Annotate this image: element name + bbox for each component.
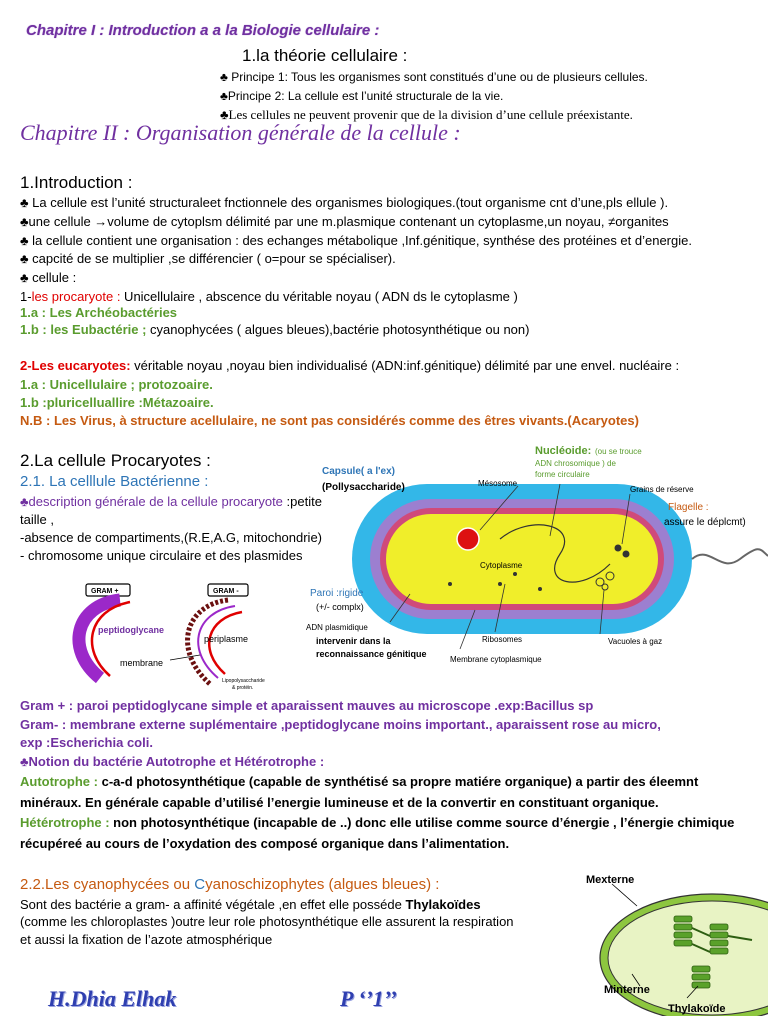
archeobacteries: 1.a : Les Archéobactéries [20, 305, 178, 320]
eucaryote-line: 2-Les eucaryotes: véritable noyau ,noyau bien individualisé (ADN:inf.génitique) délimité par une envel. nucléaire : [20, 358, 680, 373]
nucleoide-label: Nucléoide: [535, 445, 592, 457]
principle-3: ♣Les cellules ne peuvent provenir que de la division d’une cellule préexistante. [220, 107, 633, 122]
intro-line-1: ♣ La cellule est l’unité structuraleet fnctionnele des organismes biologiques.(tout organisme cnt d’une,pls ellule ). [20, 195, 669, 210]
author-signature: H.Dhia Elhak [48, 986, 177, 1011]
svg-text:reconnaissance génitique: reconnaissance génitique [316, 649, 427, 659]
minterne-label: Minterne [604, 984, 650, 996]
lps-label: Lipopolysaccharide [222, 678, 265, 684]
peptidoglycane-label: peptidoglycane [98, 625, 165, 635]
chapter1-title: Chapitre I : Introduction a a la Biologie cellulaire : [26, 22, 380, 39]
principle-2: ♣Principe 2: La cellule est l’unité structurale de la vie. [220, 89, 504, 103]
eubacteries: 1.b : les Eubactérie ; cyanophycées ( algues bleues),bactérie photosynthétique ou non) [20, 322, 530, 337]
procaryote-description: ♣description générale de la cellule procaryote :petite [20, 494, 322, 509]
intro-line-4: ♣ capcité de se multiplier ,se différencier ( o=pour se spécialiser). [20, 251, 396, 266]
ribosome [513, 572, 517, 576]
mesosome-shape [457, 528, 479, 550]
cyanophycees-heading: 2.2.Les cyanophycées ou Cyanoschizophytes (algues bleues) : [20, 876, 440, 893]
club-bullet: ♣ [220, 70, 228, 84]
autotrophe-line-2: minéraux. En générale capable d’utilisé l’energie lumineuse et de la convertir en constituant organique. [20, 795, 659, 810]
membrane-label: membrane [120, 658, 164, 668]
description-line-3: -absence de compartiments,(R.E,A.G, mitochondrie) [20, 530, 323, 545]
flagelle-label: Flagelle : [668, 502, 709, 513]
flagellum [692, 549, 768, 563]
leader-line [170, 655, 200, 660]
svg-text:& protéin.: & protéin. [232, 685, 254, 691]
procaryote-line: 1-les procaryote : Unicellulaire , abscence du véritable noyau ( ADN ds le cytoplasme ) [20, 289, 518, 304]
description-line-4: - chromosome unique circulaire et des plasmides [20, 548, 303, 563]
heterotrophe-line: Hétérotrophe : non photosynthétique (incapable de ..) donc elle utilise comme source d’énergie , l’énergie chimique [20, 815, 735, 830]
heterotrophe-line-2: récupéreé au cours de l’oxydation des composé organique dans l’alimentation. [20, 836, 510, 851]
page-number: P ‘’1’’ [340, 986, 397, 1011]
mexterne-label: Mexterne [586, 874, 635, 886]
svg-text:assure le déplcmt): assure le déplcmt) [664, 517, 746, 528]
mesosome-label: Mésosome [478, 479, 518, 488]
eucaryote-pluricellulaire: 1.b :pluricelluallire :Métazoaire. [20, 395, 214, 410]
gram-positive-text: Gram + : paroi peptidoglycane simple et aparaissent mauves au microscope .exp:Bacillus sp [20, 698, 594, 713]
intro-line-2: ♣une cellule →volume de cytoplsm délimité par une m.plasmique contenant un cytoplasme,un noyau, ≠organites [20, 214, 669, 229]
autotrophe-line: Autotrophe : c-a-d photosynthétique (capable de synthétisé sa propre matiére organique) a partir des éleemnt [20, 774, 699, 789]
cyano-line-2: (comme les chloroplastes )outre leur role photosynthétique elle assurent la respiration [20, 914, 514, 929]
svg-text:(+/- complx): (+/- complx) [316, 602, 364, 612]
bacterial-cell-subheading: 2.1. La celllule Bactérienne : [20, 473, 209, 490]
ribosome [538, 587, 542, 591]
chloroplast-diagram [582, 866, 768, 1016]
reserve-grain [623, 551, 630, 558]
svg-text:(ou se trouce: (ou se trouce [595, 447, 642, 456]
club-bullet: ♣ [220, 107, 229, 122]
svg-text:forme circulaire: forme circulaire [535, 470, 590, 479]
intro-line-5: ♣ cellule : [20, 270, 77, 285]
introduction-heading: 1.Introduction : [20, 173, 133, 192]
eucaryote-unicellulaire: 1.a : Unicellulaire ; protozoaire. [20, 377, 213, 392]
grains-label: Grains de réserve [630, 485, 694, 494]
intro-line-3: ♣ la cellule contient une organisation : des echanges métabolique ,Inf.génitique, synthése des protéines et d’energie. [20, 233, 692, 248]
chapter2-title: Chapitre II : Organisation générale de la cellule : [20, 120, 461, 145]
gram-negative-text: Gram- : membrane externe suplémentaire ,peptidoglycane moins important., aparaissent rose au micro, [20, 717, 661, 732]
cyano-line-3: et aussi la fixation de l’azote atmosphérique [20, 932, 273, 947]
adn-plasmidique-label: ADN plasmidique [306, 623, 368, 632]
thylakoide-label: Thylakoïde [668, 1003, 726, 1015]
paroi-label: Paroi :rigide [310, 588, 364, 599]
svg-text:intervenir dans la: intervenir dans la [316, 636, 391, 646]
svg-text:(Pollysaccharide): (Pollysaccharide) [322, 482, 405, 493]
gram-wall-diagram [60, 580, 305, 695]
reserve-grain [615, 545, 622, 552]
principle-1: ♣ Principe 1: Tous les organismes sont constitués d’une ou de plusieurs cellules. [220, 70, 648, 84]
svg-text:ADN chrosomique ) de: ADN chrosomique ) de [535, 459, 616, 468]
cell-theory-heading: 1.la théorie cellulaire : [242, 46, 408, 65]
description-line-2: taille , [20, 512, 54, 527]
svg-text:GRAM -: GRAM - [213, 588, 239, 595]
ribosomes-label: Ribosomes [482, 635, 523, 644]
ribosome [498, 582, 502, 586]
vacuoles-label: Vacuoles à gaz [608, 637, 663, 646]
virus-note: N.B : Les Virus, à structure acellulaire, ne sont pas considérés comme des êtres vivants.(Acaryotes) [20, 413, 639, 428]
club-bullet: ♣ [220, 89, 228, 103]
bacterial-cell-diagram [300, 444, 768, 676]
ribosome [448, 582, 452, 586]
periplasme-label: periplasme [204, 634, 249, 644]
svg-text:GRAM +: GRAM + [91, 588, 119, 595]
leader-line [612, 884, 637, 906]
cyano-line-1: Sont des bactérie a gram- a affinité végétale ,en effet elle posséde Thylakoïdes [20, 897, 481, 912]
capsule-label: Capsule( a l'ex) [322, 466, 395, 477]
gram-negative-example: exp :Escherichia coli. [20, 735, 153, 750]
cytoplasme-label: Cytoplasme [480, 561, 523, 570]
autotrophe-heterotrophe-heading: ♣Notion du bactérie Autotrophe et Hétérotrophe : [20, 754, 325, 769]
procaryotes-heading: 2.La cellule Procaryotes : [20, 451, 211, 470]
membrane-cyto-label: Membrane cytoplasmique [450, 655, 542, 664]
